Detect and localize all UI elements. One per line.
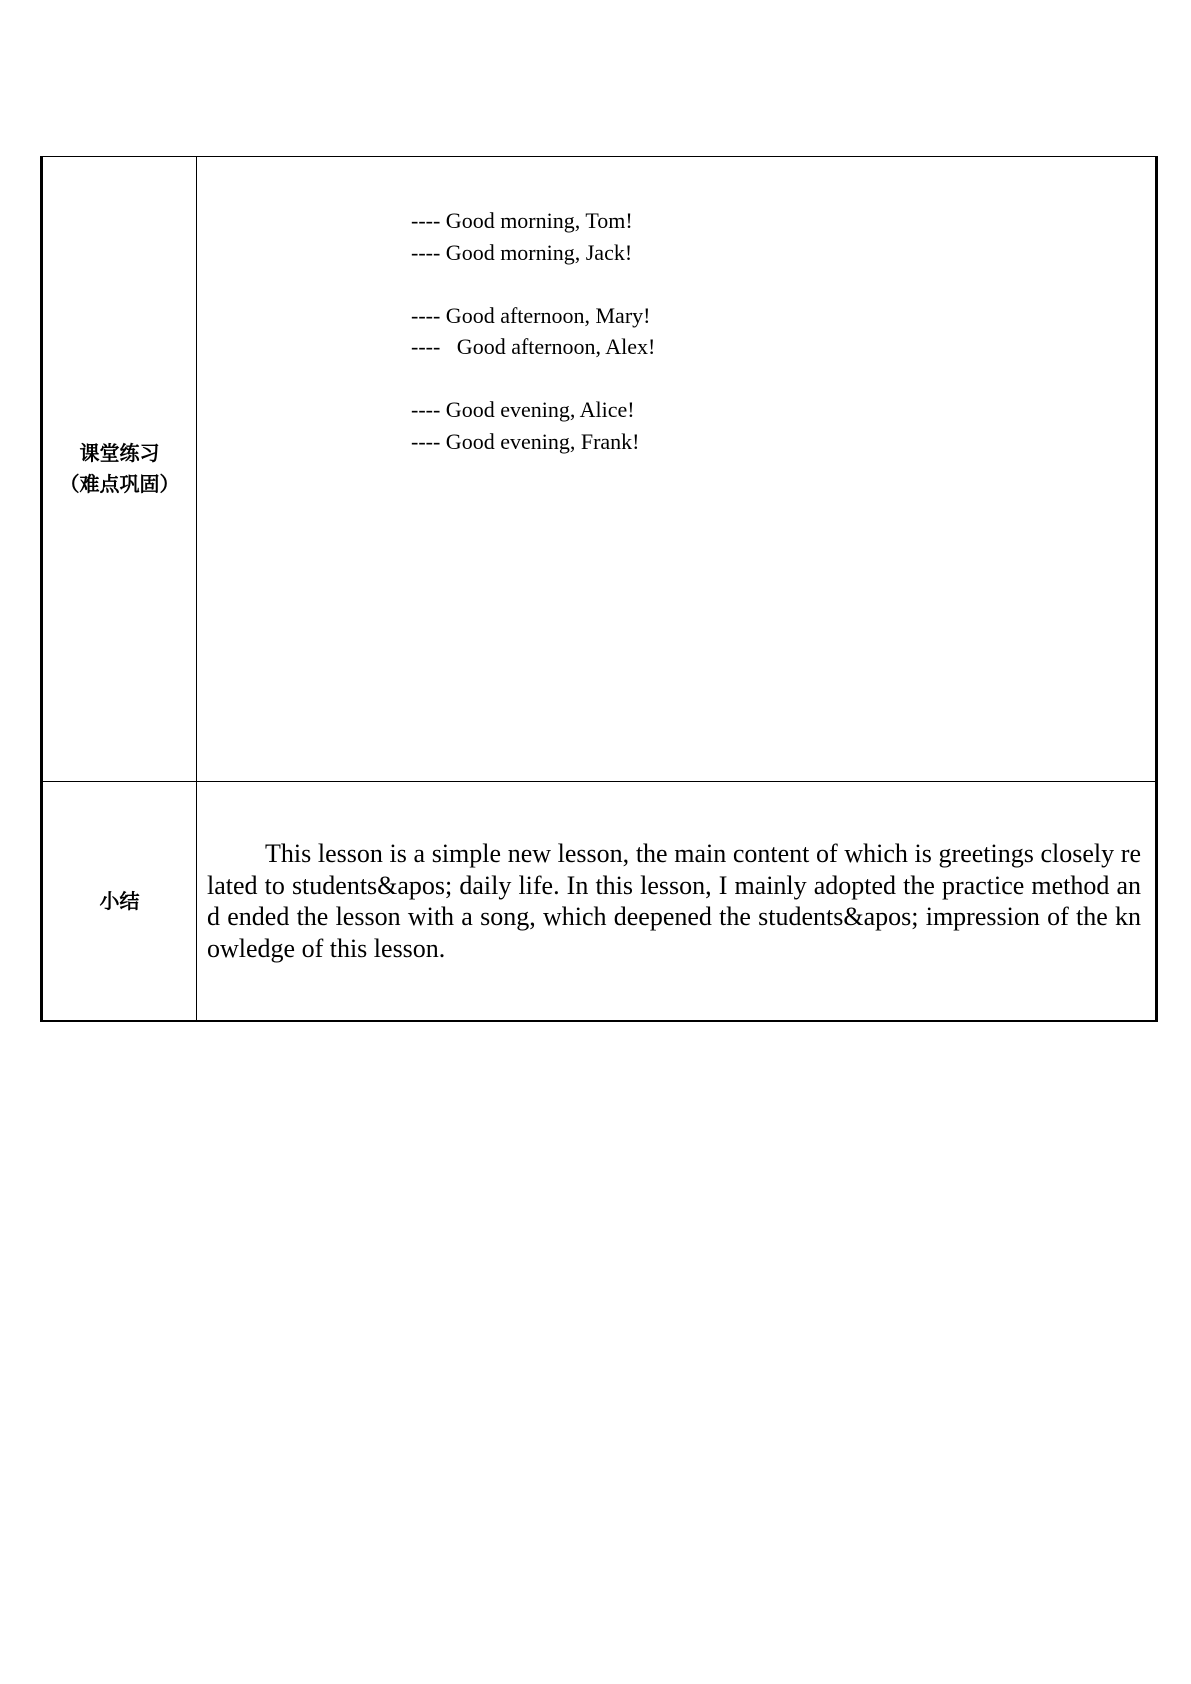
- dialogue-morning: [411, 205, 1155, 268]
- dialogue-afternoon: [411, 300, 1155, 363]
- practice-row: [42, 157, 1157, 782]
- summary-paragraph: [197, 782, 1155, 964]
- lesson-plan-table: [40, 156, 1158, 1022]
- dialogue-line: ---- Good afternoon, Mary!: [411, 302, 651, 328]
- practice-label-subtitle: （难点巩固）: [59, 472, 180, 496]
- dialogue-line: ---- Good afternoon, Alex!: [411, 334, 656, 359]
- practice-content-cell: [197, 157, 1157, 782]
- summary-label-cell: [42, 782, 197, 1022]
- dialogue-line: ---- Good evening, Frank!: [411, 428, 640, 454]
- dialogue-line: ---- Good morning, Jack!: [411, 239, 633, 265]
- practice-label-cell: [42, 157, 197, 782]
- dialogue-line: ---- Good evening, Alice!: [411, 397, 635, 422]
- summary-content-cell: [197, 782, 1157, 1022]
- summary-label: 小结: [99, 888, 140, 913]
- summary-text: This lesson is a simple new lesson, the main content of which is greetings closely related to students&apos; daily life. In this lesson, I mainly adopted the practice method and ended the lesson with a song, which deepened the students&apos; impression of the knowledge of this lesson.: [207, 839, 1141, 963]
- practice-label-title: 课堂练习: [79, 441, 160, 465]
- dialogue-line: ---- Good morning, Tom!: [411, 208, 633, 233]
- dialogue-evening: [411, 394, 1155, 457]
- summary-row: [42, 782, 1157, 1022]
